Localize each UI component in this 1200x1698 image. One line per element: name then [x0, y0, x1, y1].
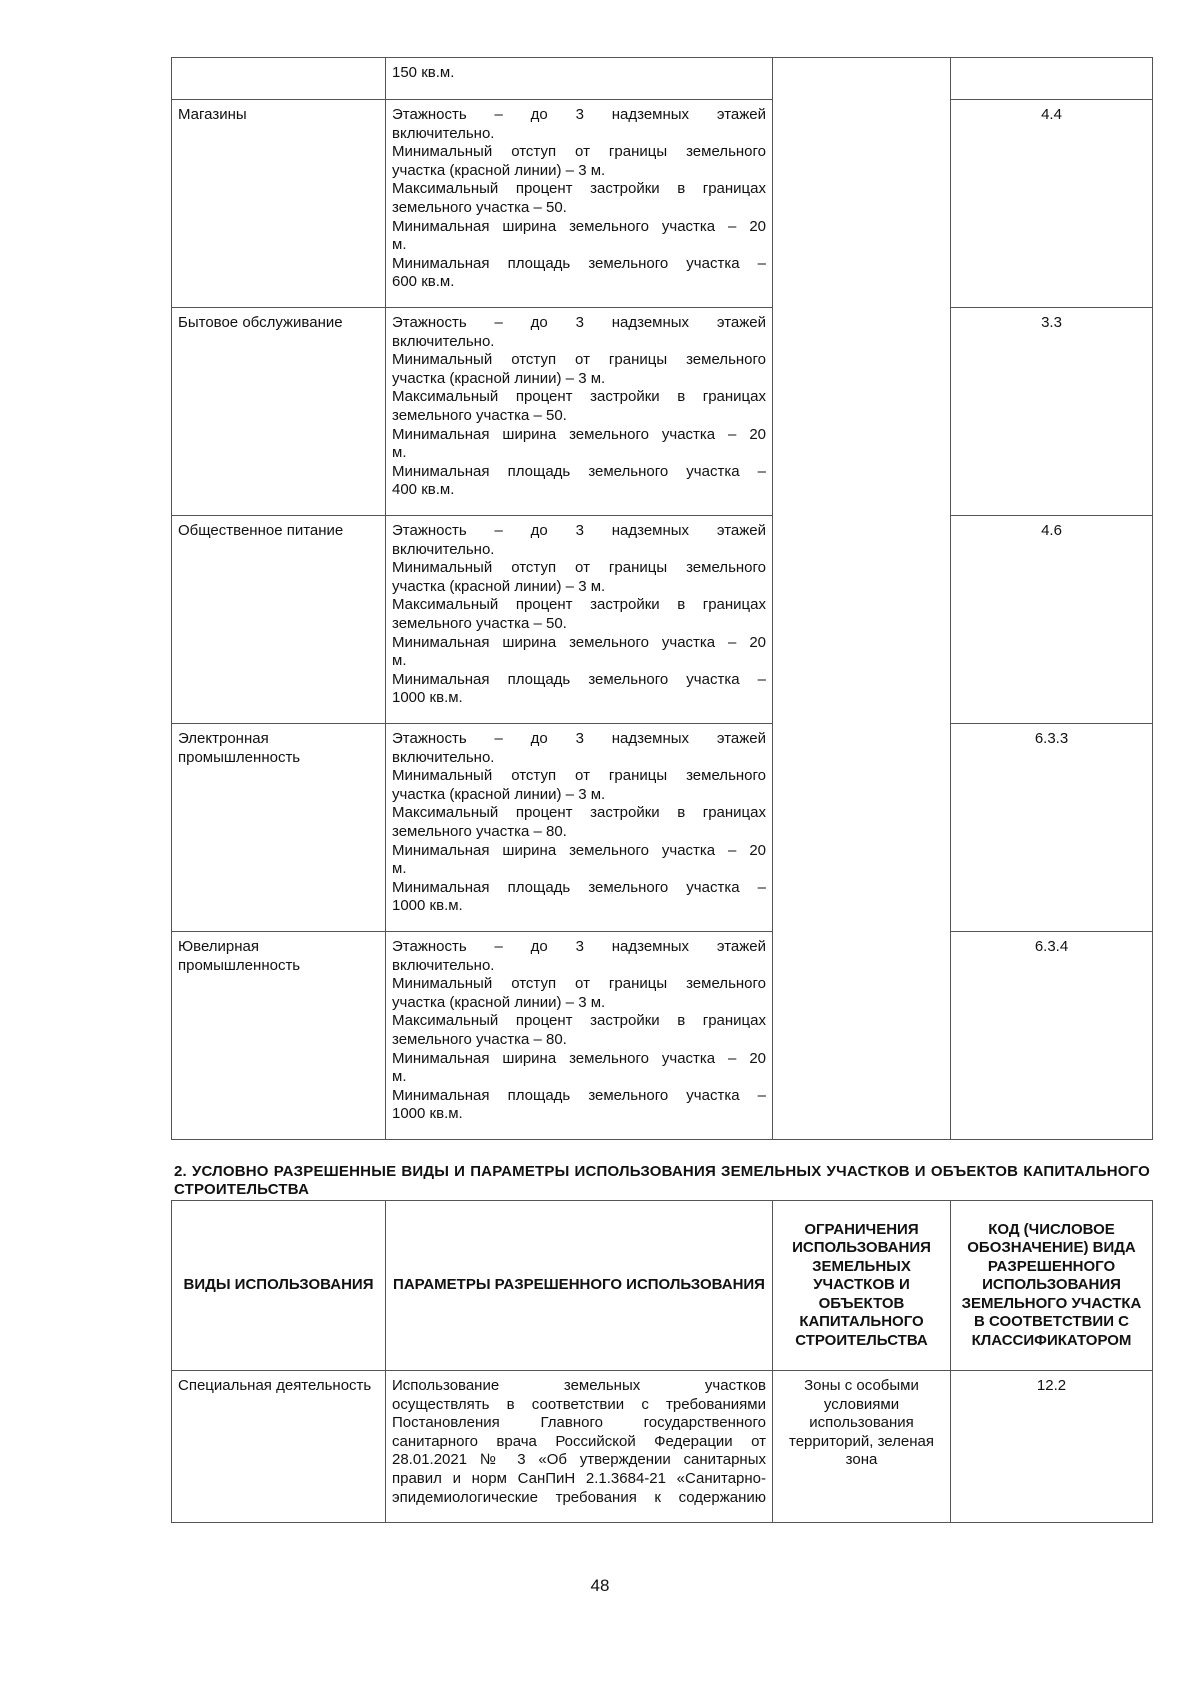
- header-code: КОД (ЧИСЛОВОЕ ОБОЗНАЧЕНИЕ) ВИДА РАЗРЕШЕННОГО ИСПОЛЬЗОВАНИЯ ЗЕМЕЛЬНОГО УЧАСТКА В СООТВЕТСТВИИ С КЛАССИФИКАТОРОМ: [951, 1201, 1153, 1371]
- use-cell: [172, 58, 386, 100]
- code-cell: 4.6: [951, 516, 1153, 724]
- header-limits: ОГРАНИЧЕНИЯ ИСПОЛЬЗОВАНИЯ ЗЕМЕЛЬНЫХ УЧАСТКОВ И ОБЪЕКТОВ КАПИТАЛЬНОГО СТРОИТЕЛЬСТВА: [773, 1201, 951, 1371]
- use-cell: Общественное питание: [172, 516, 386, 724]
- params-cell: Этажность – до 3 надземных этажей включительно. Минимальный отступ от границы земельного участка (красной линии) – 3 м. Максимальный процент застройки в границах земельного участка – 80. Минимальная ширина земельного участка – 20 м. Минимальная площадь земельного участка – 1000 кв.м.: [386, 932, 773, 1140]
- table-row: [172, 516, 1153, 724]
- params-cell: Использование земельных участков осуществлять в соответствии с требованиями Постановления Главного государственного санитарного врача Российской Федерации от 28.01.2021 № 3 «Об утверждении санитарных правил и норм СанПиН 2.1.3684-21 «Санитарно- эпидемиологические требования к содержанию: [386, 1371, 773, 1523]
- use-cell: Специальная деятельность: [172, 1371, 386, 1523]
- table-row: [172, 308, 1153, 516]
- limits-cell: [773, 58, 951, 1140]
- code-cell: 3.3: [951, 308, 1153, 516]
- section-heading: 2. УСЛОВНО РАЗРЕШЕННЫЕ ВИДЫ И ПАРАМЕТРЫ ИСПОЛЬЗОВАНИЯ ЗЕМЕЛЬНЫХ УЧАСТКОВ И ОБЪЕКТОВ КАПИТАЛЬНОГО СТРОИТЕЛЬСТВА: [174, 1163, 1150, 1198]
- use-cell: Электронная промышленность: [172, 724, 386, 932]
- table-row: [172, 100, 1153, 308]
- code-cell: 4.4: [951, 100, 1153, 308]
- header-use: ВИДЫ ИСПОЛЬЗОВАНИЯ: [172, 1201, 386, 1371]
- params-cell: 150 кв.м.: [386, 58, 773, 100]
- table-row: [172, 724, 1153, 932]
- params-cell: Этажность – до 3 надземных этажей включительно. Минимальный отступ от границы земельного участка (красной линии) – 3 м. Максимальный процент застройки в границах земельного участка – 50. Минимальная ширина земельного участка – 20 м. Минимальная площадь земельного участка – 1000 кв.м.: [386, 516, 773, 724]
- code-cell: 12.2: [951, 1371, 1153, 1523]
- use-cell: Бытовое обслуживание: [172, 308, 386, 516]
- permitted-uses-table: [171, 57, 1153, 1140]
- use-cell: Ювелирная промышленность: [172, 932, 386, 1140]
- params-cell: Этажность – до 3 надземных этажей включительно. Минимальный отступ от границы земельного участка (красной линии) – 3 м. Максимальный процент застройки в границах земельного участка – 80. Минимальная ширина земельного участка – 20 м. Минимальная площадь земельного участка – 1000 кв.м.: [386, 724, 773, 932]
- code-cell: 6.3.3: [951, 724, 1153, 932]
- params-cell: Этажность – до 3 надземных этажей включительно. Минимальный отступ от границы земельного участка (красной линии) – 3 м. Максимальный процент застройки в границах земельного участка – 50. Минимальная ширина земельного участка – 20 м. Минимальная площадь земельного участка – 400 кв.м.: [386, 308, 773, 516]
- conditional-uses-table: [171, 1200, 1153, 1523]
- header-params: ПАРАМЕТРЫ РАЗРЕШЕННОГО ИСПОЛЬЗОВАНИЯ: [386, 1201, 773, 1371]
- use-cell: Магазины: [172, 100, 386, 308]
- page-number: 48: [590, 1576, 610, 1595]
- code-cell: [951, 58, 1153, 100]
- params-cell: Этажность – до 3 надземных этажей включительно. Минимальный отступ от границы земельного участка (красной линии) – 3 м. Максимальный процент застройки в границах земельного участка – 50. Минимальная ширина земельного участка – 20 м. Минимальная площадь земельного участка – 600 кв.м.: [386, 100, 773, 308]
- table-row: [172, 932, 1153, 1140]
- limits-cell: Зоны с особыми условиями использования территорий, зеленая зона: [773, 1371, 951, 1523]
- code-cell: 6.3.4: [951, 932, 1153, 1140]
- table-row: [172, 58, 1153, 100]
- header-row: [172, 1201, 1153, 1371]
- table-row: [172, 1371, 1153, 1523]
